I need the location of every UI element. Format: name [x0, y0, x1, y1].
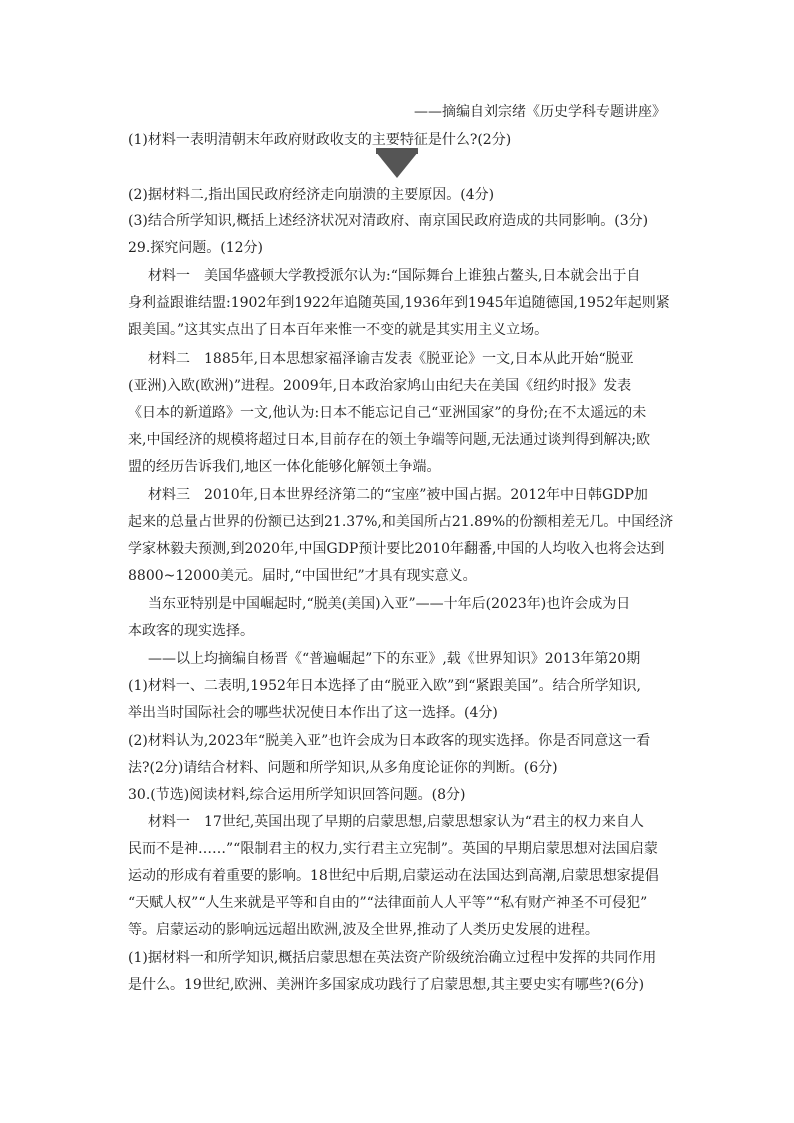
q29-material-3-line: 8800~12000美元。届时,“中国世纪”才具有现实意义。	[128, 568, 477, 584]
q30-material-1-line: “天赋人权”“人生来就是平等和自由的”“法律面前人人平等”“私有财产神圣不可侵犯”	[128, 895, 648, 911]
q28-question-2: (2)据材料二,指出国民政府经济走向崩溃的主要原因。(4分)	[128, 187, 495, 203]
q29-material-3-line: 材料三 2010年,日本世界经济第二的“宝座”被中国占据。2012年中日韩GDP加	[148, 487, 648, 503]
q30-material-1-line: 民而不是神……”“限制君主的权力,实行君主立宪制”。英国的早期启蒙思想对法国启蒙	[128, 841, 658, 857]
q29-material-2-line: (亚洲)入欧(欧洲)”进程。2009年,日本政治家鸠山由纪夫在美国《纽约时报》发表	[128, 378, 632, 394]
q29-question-2-line: 法?(2分)请结合材料、问题和所学知识,从多角度论证你的判断。(6分)	[128, 760, 558, 776]
q29-material-3-line: 起来的总量占世界的份额已达到21.37%,和美国所占21.89%的份额相差无几。中国经济	[128, 514, 674, 530]
q30-question-1-line: (1)据材料一和所学知识,概括启蒙思想在英法资产阶级统治确立过程中发挥的共同作用	[128, 950, 657, 966]
down-arrow-icon	[376, 152, 418, 178]
q29-source-citation: ——以上均摘编自杨晋《“普遍崛起”下的东亚》,载《世界知识》2013年第20期	[148, 651, 641, 667]
q29-question-1-line: 举出当时国际社会的哪些状况使日本作出了这一选择。(4分)	[128, 705, 498, 721]
source-citation-top: ——摘编自刘宗绪《历史学科专题讲座》	[414, 104, 666, 120]
q29-material-2-line: 《日本的新道路》一文,他认为:日本不能忘记自己“亚洲国家”的身份;在不太遥远的未	[128, 405, 647, 421]
q29-material-2-line: 盟的经历告诉我们,地区一体化能够化解领土争端。	[128, 459, 441, 475]
q30-material-1-line: 材料一 17世纪,英国出现了早期的启蒙思想,启蒙思想家认为“君主的权力来自人	[148, 814, 644, 830]
q30-title: 30.(节选)阅读材料,综合运用所学知识回答问题。(8分)	[128, 787, 466, 803]
q29-paragraph-line: 本政客的现实选择。	[128, 623, 254, 639]
q29-material-1-line: 身利益跟谁结盟:1902年到1922年追随英国,1936年到1945年追随德国,1952年起则紧	[128, 295, 670, 311]
q29-material-2-line: 材料二 1885年,日本思想家福泽谕吉发表《脱亚论》一文,日本从此开始“脱亚	[148, 351, 634, 367]
q29-material-2-line: 来,中国经济的规模将超过日本,目前存在的领土争端等问题,无法通过谈判得到解决;欧	[128, 432, 651, 448]
q29-paragraph-line: 当东亚特别是中国崛起时,“脱美(美国)入亚”——十年后(2023年)也许会成为日	[148, 596, 631, 612]
q28-question-3: (3)结合所学知识,概括上述经济状况对清政府、南京国民政府造成的共同影响。(3分)	[128, 213, 649, 229]
q29-material-1-line: 跟美国。”这其实点出了日本百年来惟一不变的就是其实用主义立场。	[128, 322, 549, 338]
q29-question-2-line: (2)材料认为,2023年“脱美入亚”也许会成为日本政客的现实选择。你是否同意这一看	[128, 733, 651, 749]
q30-material-1-line: 等。启蒙运动的影响远远超出欧洲,波及全世界,推动了人类历史发展的进程。	[128, 922, 599, 938]
q30-question-1-line: 是什么。19世纪,欧洲、美洲许多国家成功践行了启蒙思想,其主要史实有哪些?(6分)	[128, 977, 645, 993]
q30-material-1-line: 运动的形成有着重要的影响。18世纪中后期,启蒙运动在法国达到高潮,启蒙思想家提倡	[128, 868, 659, 884]
q29-material-1-line: 材料一 美国华盛顿大学教授派尔认为:“国际舞台上谁独占鳌头,日本就会出于自	[148, 268, 641, 284]
q29-title: 29.探究问题。(12分)	[128, 240, 264, 256]
q28-question-1: (1)材料一表明清朝末年政府财政收支的主要特征是什么?(2分)	[128, 132, 512, 148]
q29-question-1-line: (1)材料一、二表明,1952年日本选择了由“脱亚入欧”到“紧跟美国”。结合所学知识,	[128, 678, 641, 694]
q29-material-3-line: 学家林毅夫预测,到2020年,中国GDP预计要比2010年翻番,中国的人均收入也将会达到	[128, 541, 665, 557]
